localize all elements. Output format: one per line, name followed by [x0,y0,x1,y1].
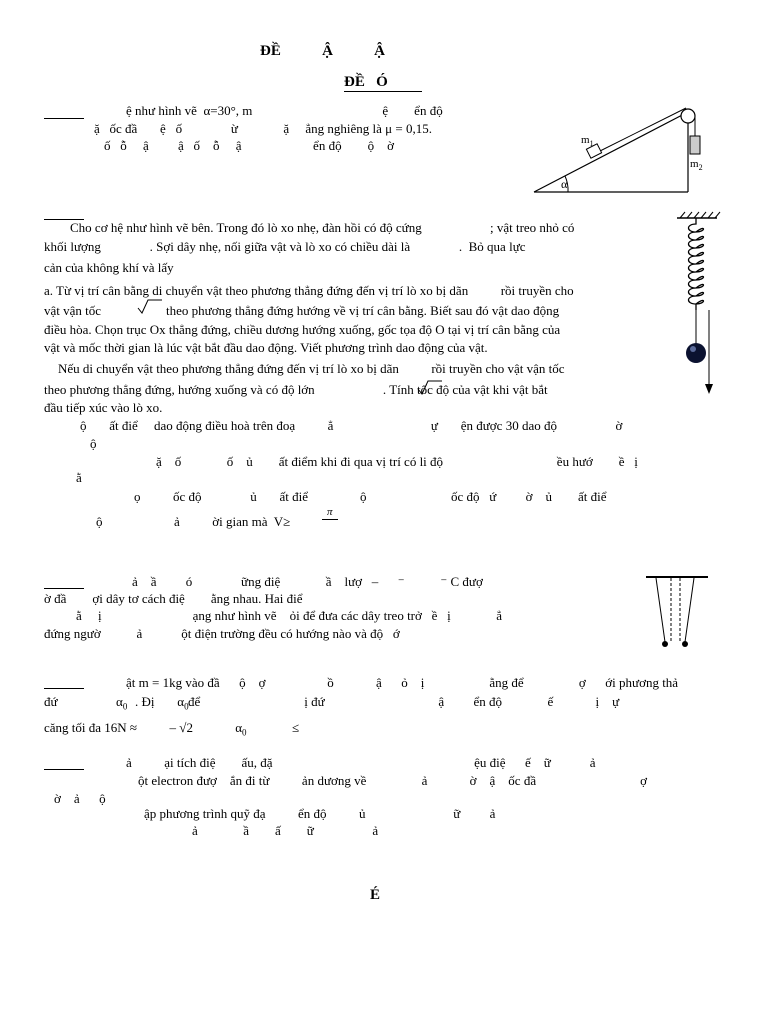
sqrt-symbol [418,380,442,396]
problem3-line: ặ ố ố ủ ất điểm khi đi qua vị trí có li độ ều hướ ề ị [156,454,638,469]
sqrt-symbol [138,299,162,315]
problem2-line: vật vận tốc theo phương thẳng đứng hướng về vị trí cân bằng. Biết sau đó vật dao động [44,303,560,318]
problem2-line: khối lượng . Sợi dây nhẹ, nối giữa vật và lò xo có chiều dài là . Bỏ qua lực [44,239,526,254]
problem6-line: ờ ả ộ [54,791,106,806]
spring-figure [672,212,722,397]
right-ball [682,641,688,647]
problem1-line: ặ ốc đầ ệ ố ừ ặ ẳng nghiêng là μ = 0,15. [94,121,432,136]
ball-highlight [690,346,696,352]
problem5-line: ≤ [292,720,300,735]
spring-coil [689,218,704,310]
pulley [681,109,695,123]
rope-incline [598,108,686,152]
problem2-line: cản của không khí và lấy [44,260,174,275]
problem4-label-rule [44,588,84,589]
problem2-line: điều hòa. Chọn trục Ox thẳng đứng, chiều dương hướng xuống, gốc tọa độ O tại vị trí cân bằng của [44,322,561,337]
problem2-line: Nếu di chuyển vật theo phương thẳng đứng đến vị trí lò xo bị dãn rồi truyền cho vật vận tốc [58,361,565,376]
problem4-line: ờ đầ ợi dây tơ cách điệ ằng nhau. Hai điể [44,591,303,606]
left-thread [656,578,665,642]
label-alpha: α [561,177,568,191]
problem5-line: căng tối đa 16N ≈ – √2 $\alpha_0$ [44,720,247,738]
problem3-line: ộ ất điể dao động điều hoà trên đoạ ẳ ự ện được 30 dao độ ờ [80,418,623,433]
block-m2 [690,136,700,154]
problem6-line: ập phương trình quỹ đạ ển độ ủ ữ ả [144,806,496,821]
left-ball [662,641,668,647]
problem5-line: ật m = 1kg vào đầ ộ ợ ồ ậ ỏ ị ằng để ợ ới phương thả [126,675,679,690]
label-m1: $m_1$ [581,134,594,149]
problem2-line: theo phương thẳng đứng, hướng xuống và có độ lớn . Tính tốc độ của vật khi vật bắt [44,382,548,397]
problem6-line: ả ầ ấ ữ ả [192,823,379,838]
problem6-line: ả ại tích điệ ấu, đặ ệu điệ ế ữ ả [126,755,596,770]
subtitle-underline [344,91,422,92]
problem5-label-rule [44,688,84,689]
problem4-line: ả ầ ó ững điệ ầ lượ – ⁻ ⁻ C đượ [132,574,483,589]
problem5-line: . Đị $\alpha_0$ [135,694,189,712]
problem6-line: ột electron đượ ắn đi từ ản dương về ả ờ ậ ốc đầ ợ [138,773,647,788]
problem1-label-rule [44,118,84,119]
ceiling-hatch [680,212,720,218]
problem3-line: ộ [90,436,97,451]
problem2-line: vật và mốc thời gian là lúc vật bắt đầu dao động. Viết phương trình dao động của vật. [44,340,488,355]
problem2-line: Cho cơ hệ như hình vẽ bên. Trong đó lò xo nhẹ, đàn hồi có độ cứng ; vật treo nhỏ có [70,220,575,235]
problem3-line: ọ ốc độ ủ ất điể ộ ốc độ ứ ờ ủ ất điể [134,489,607,504]
problem5-line: để ị đứ ậ ển độ ế ị ự [188,694,620,709]
pendulum-figure [642,574,712,649]
axis-arrowhead [705,384,713,394]
problem2-line: đầu tiếp xúc vào lò xo. [44,400,163,415]
pi-fraction: π [327,506,333,518]
hanging-ball [686,343,706,363]
problem3-line: ộ ả ời gian mà V≥ [96,514,291,529]
pi-fraction-bar [322,519,338,520]
problem1-line: ố ỗ ậ ậ ố ỗ ậ ển độ ộ ờ [104,138,394,153]
problem3-line: ằ [76,470,82,485]
footer-heading: É [370,887,381,903]
problem4-line: đứng ngườ ả ột điện trường đều có hướng nào và độ ớ [44,626,400,641]
label-m2: $m_2$ [690,158,703,173]
incline-figure [528,100,728,200]
problem5-line: đứ $\alpha_0$ [44,694,128,712]
incline-surface [534,112,688,192]
page-subtitle: ĐỀ Ó [344,74,388,90]
problem4-line: ằ ị ạng như hình vẽ ỏi để đưa các dây treo trở ề ị ẳ [76,608,503,623]
problem2-line: a. Từ vị trí cân bằng di chuyển vật theo phương thẳng đứng đến vị trí lò xo bị dãn rồi truyền cho [44,283,574,298]
right-thread [685,578,694,642]
problem6-label-rule [44,769,84,770]
problem1-line: ệ như hình vẽ α=30°, m ệ ển độ [126,103,443,118]
page-title: ĐỀ Ậ Ậ [260,43,386,59]
